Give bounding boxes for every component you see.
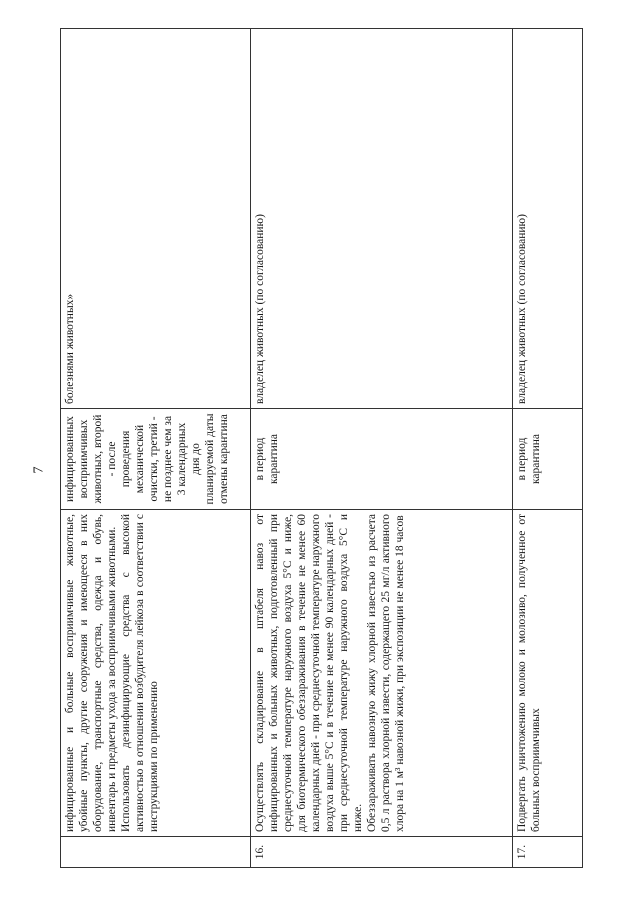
action-cell — [251, 510, 513, 837]
responsible-cell: болезнями животных» — [61, 29, 251, 409]
row-number — [61, 837, 251, 868]
action-cell — [513, 510, 583, 837]
responsible-cell: владелец животных (по согласованию) — [251, 29, 513, 409]
row-number: 16. — [251, 837, 513, 868]
table-row — [61, 29, 251, 868]
table-row — [513, 29, 583, 868]
action-cell — [61, 510, 251, 837]
action-text: Обеззараживать навозную жижу хлорной известью из расчета 0,5 л раствора хлорной извести, содержащего 25 мг/л активного хлора на 1 м³ навозной жижи, при экспозиции не менее 18 часов — [366, 514, 406, 832]
page-number: 7 — [31, 466, 47, 474]
term-cell: инфицированных восприимчивых животных, второй - после проведения механической очистки, третий - не позднее чем за 3 календарных дня до планируемой даты отмены карантина — [61, 409, 251, 510]
action-text: Использовать дезинфицирующие средства с высокой активностью в отношении возбудителя лейкоза в соответствии с инструкциями по применению — [120, 514, 160, 832]
action-text: Осуществлять складирование в штабеля навоз от инфицированных и больных животных, подготовленный при среднесуточной температуре наружного воздуха 5°С и ниже, для биотермического обеззараживания в течение не менее 60 календарных дней - при среднесуточной температуре наружного воздуха выше 5°С и в течение не менее 90 календарных дней - при среднесуточной температуре наружного воздуха 5°С и ниже. — [254, 514, 364, 832]
measures-table — [60, 28, 583, 868]
row-number: 17. — [513, 837, 583, 868]
term-cell: в период карантина — [513, 409, 583, 510]
term-cell: в период карантина — [251, 409, 513, 510]
responsible-cell: владелец животных (по согласованию) — [513, 29, 583, 409]
table-row — [251, 29, 513, 868]
document-table-rotated — [60, 28, 582, 868]
action-text: инфицированные и больные восприимчивые животные, убойные пункты, другие сооружения и имеющееся в них оборудование, транспортные средства, одежда и обувь, инвентарь и предметы ухода за восприимчивыми животными. — [64, 514, 118, 832]
action-text: Подвергать уничтожению молоко и молозиво, полученное от больных восприимчивых — [516, 514, 542, 832]
